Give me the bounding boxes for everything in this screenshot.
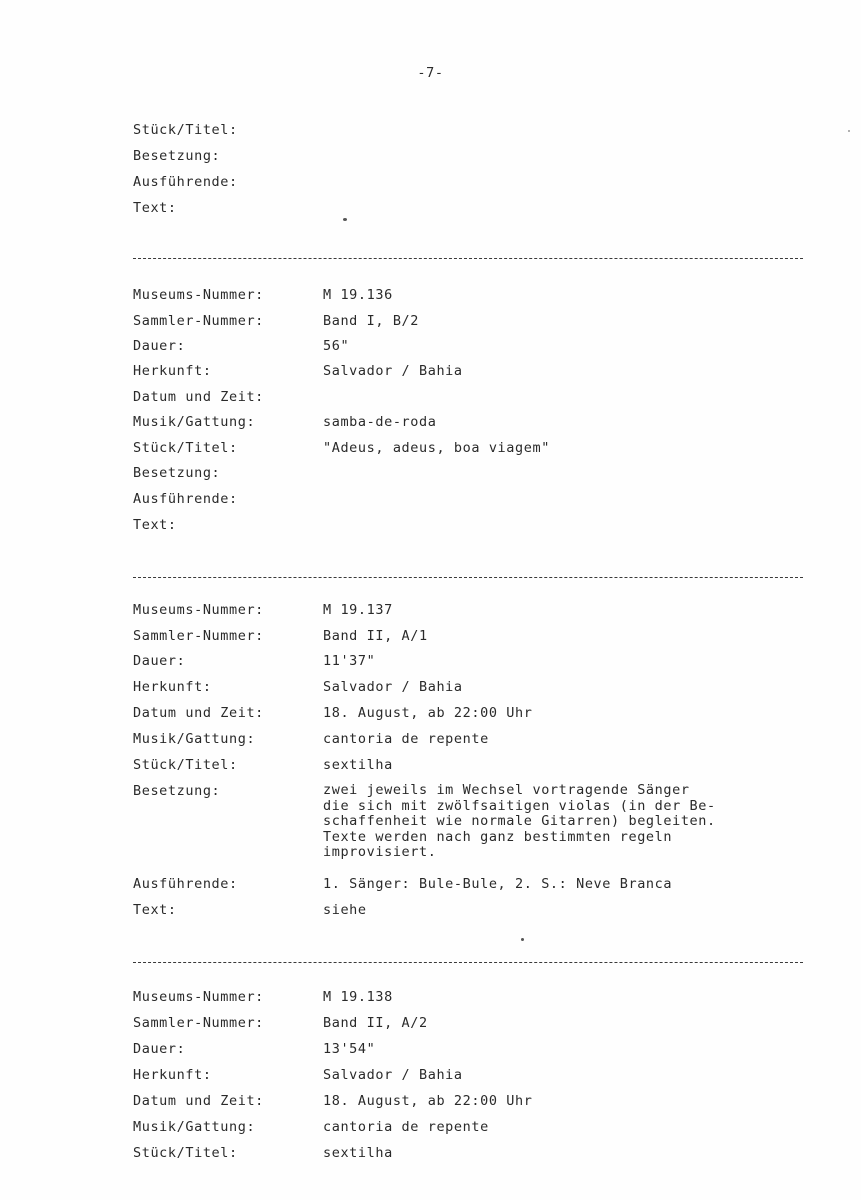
- field-row: [133, 1091, 533, 1111]
- field-value: Band II, A/1: [323, 628, 428, 644]
- field-value: sextilha: [323, 757, 393, 773]
- field-label: Besetzung:: [133, 148, 221, 164]
- field-row: [133, 781, 716, 866]
- field-row: [133, 703, 533, 723]
- field-row: [133, 626, 428, 646]
- field-label: Datum und Zeit:: [133, 1093, 264, 1109]
- field-row: [133, 146, 323, 166]
- field-row: [133, 1039, 376, 1059]
- field-label: Herkunft:: [133, 1067, 212, 1083]
- field-row: [133, 198, 323, 218]
- field-label: Dauer:: [133, 338, 186, 354]
- field-value: 11'37": [323, 653, 376, 669]
- scan-speck: [343, 218, 347, 221]
- field-row: [133, 438, 550, 458]
- field-value: sextilha: [323, 1145, 393, 1161]
- field-label: Herkunft:: [133, 679, 212, 695]
- field-label: Besetzung:: [133, 465, 221, 481]
- field-row: [133, 1117, 489, 1137]
- page-number: -7-: [417, 65, 444, 81]
- field-value: 18. August, ab 22:00 Uhr: [323, 1093, 533, 1109]
- field-row: [133, 285, 393, 305]
- field-label: Text:: [133, 517, 177, 533]
- field-label: Stück/Titel:: [133, 757, 238, 773]
- field-row: [133, 336, 350, 356]
- field-label: Text:: [133, 902, 177, 918]
- field-label: Sammler-Nummer:: [133, 628, 264, 644]
- section-divider: [133, 258, 803, 259]
- field-value: "Adeus, adeus, boa viagem": [323, 440, 550, 456]
- field-row: [133, 987, 393, 1007]
- field-label: Dauer:: [133, 653, 186, 669]
- field-label: Text:: [133, 200, 177, 216]
- field-row: [133, 463, 323, 483]
- field-value: M 19.136: [323, 287, 393, 303]
- field-row: [133, 1143, 393, 1163]
- field-label: Sammler-Nummer:: [133, 1015, 264, 1031]
- field-label: Museums-Nummer:: [133, 602, 264, 618]
- field-label: Datum und Zeit:: [133, 705, 264, 721]
- field-row: [133, 651, 376, 671]
- field-value: cantoria de repente: [323, 1119, 489, 1135]
- field-value: Salvador / Bahia: [323, 679, 463, 695]
- field-value: 1. Sänger: Bule-Bule, 2. S.: Neve Branca: [323, 876, 673, 892]
- section-divider: [133, 577, 803, 578]
- field-label: Datum und Zeit:: [133, 389, 264, 405]
- field-label: Musik/Gattung:: [133, 414, 256, 430]
- field-label: Sammler-Nummer:: [133, 313, 264, 329]
- field-value: Band I, B/2: [323, 313, 420, 329]
- field-label: Herkunft:: [133, 363, 212, 379]
- field-row: [133, 1065, 463, 1085]
- field-value: siehe: [323, 902, 367, 918]
- field-label: Dauer:: [133, 1041, 186, 1057]
- field-label: Besetzung:: [133, 783, 221, 799]
- field-label: Museums-Nummer:: [133, 989, 264, 1005]
- field-label: Ausführende:: [133, 491, 238, 507]
- field-row: [133, 677, 463, 697]
- field-label: Ausführende:: [133, 174, 238, 190]
- field-label: Stück/Titel:: [133, 440, 238, 456]
- field-value: Band II, A/2: [323, 1015, 428, 1031]
- field-row: [133, 900, 367, 920]
- field-row: [133, 387, 323, 407]
- field-label: Museums-Nummer:: [133, 287, 264, 303]
- field-value: Salvador / Bahia: [323, 1067, 463, 1083]
- field-label: Musik/Gattung:: [133, 1119, 256, 1135]
- scan-speck: [848, 130, 850, 132]
- field-row: [133, 515, 323, 535]
- field-row: [133, 755, 393, 775]
- field-label: Stück/Titel:: [133, 122, 238, 138]
- field-label: Ausführende:: [133, 876, 238, 892]
- field-value: 13'54": [323, 1041, 376, 1057]
- field-label: Musik/Gattung:: [133, 731, 256, 747]
- field-row: [133, 361, 463, 381]
- field-value: zwei jeweils im Wechsel vortragende Sänger die sich mit zwölfsaitigen violas (in der Be- schaffenheit wie normale Gitarren) begleiten. Texte werden nach ganz bestimmten regeln improvisiert.: [323, 782, 716, 860]
- field-row: [133, 489, 323, 509]
- field-value: M 19.138: [323, 989, 393, 1005]
- field-value: 56": [323, 338, 350, 354]
- field-row: [133, 120, 323, 140]
- field-row: [133, 311, 420, 331]
- field-value: Salvador / Bahia: [323, 363, 463, 379]
- field-value: samba-de-roda: [323, 414, 437, 430]
- field-value: 18. August, ab 22:00 Uhr: [323, 705, 533, 721]
- field-row: [133, 729, 489, 749]
- field-row: [133, 600, 393, 620]
- field-row: [133, 1013, 428, 1033]
- scan-speck: [521, 938, 524, 941]
- section-divider: [133, 962, 803, 963]
- field-row: [133, 874, 673, 894]
- field-row: [133, 412, 437, 432]
- field-value: M 19.137: [323, 602, 393, 618]
- field-label: Stück/Titel:: [133, 1145, 238, 1161]
- field-value: cantoria de repente: [323, 731, 489, 747]
- field-row: [133, 172, 323, 192]
